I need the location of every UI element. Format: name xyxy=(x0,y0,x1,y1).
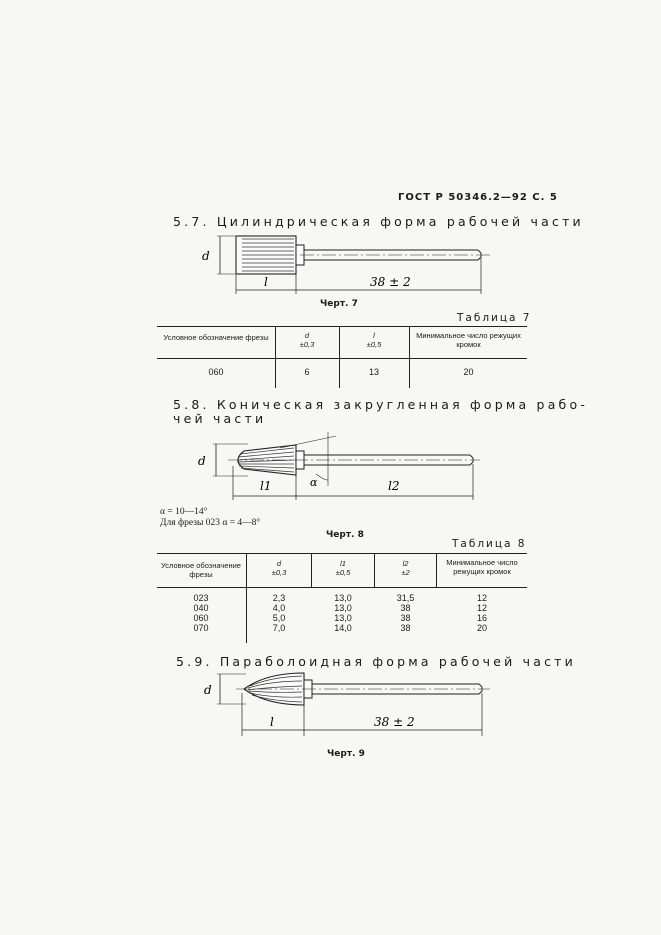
drawing-cylindrical-cutter xyxy=(190,228,500,298)
table-7-cell: 13 xyxy=(368,367,379,377)
table-8-column-codes: 023 040 060 070 xyxy=(193,593,209,634)
note-alpha: α = 10—14° xyxy=(160,507,208,517)
label-alpha: α xyxy=(310,476,318,489)
section-5-8-title-line1: 5.8. Коническая закругленная форма рабо- xyxy=(173,397,589,412)
table-8-header-code: Условное обозначение фрезы xyxy=(161,561,241,579)
table-8-header-d: d ±0,3 xyxy=(271,559,287,577)
table-8-column-l2: 31,5 38 38 38 xyxy=(396,593,415,634)
table-7-title: Таблица 7 xyxy=(457,312,532,324)
figure-8-caption: Черт. 8 xyxy=(326,530,364,540)
table-8-header-l1: l1 ±0,5 xyxy=(335,559,351,577)
table-7-cell: 060 xyxy=(208,367,224,377)
label-total: 38 ± 2 xyxy=(374,715,415,729)
page-header: ГОСТ Р 50346.2—92 С. 5 xyxy=(398,192,558,203)
section-5-9-title: 5.9. Параболоидная форма рабочей части xyxy=(176,654,576,669)
label-d: d xyxy=(198,454,206,468)
table-8-column-edges: 12 12 16 20 xyxy=(476,593,487,634)
label-l: l xyxy=(264,275,268,289)
table-7-cell: 20 xyxy=(463,367,474,377)
drawing-conical-cutter xyxy=(188,424,488,506)
table-8-column-l1: 13,0 13,0 13,0 14,0 xyxy=(334,593,352,634)
label-d: d xyxy=(202,249,210,263)
section-5-7-title: 5.7. Цилиндрическая форма рабочей части xyxy=(173,214,584,229)
table-7-header-d: d ±0,3 xyxy=(299,331,315,349)
label-l2: l2 xyxy=(388,479,400,493)
table-7-header-l: l ±0,5 xyxy=(366,331,382,349)
table-7-header-edges: Минимальное число режущих кромок xyxy=(416,331,521,349)
table-7-cell: 6 xyxy=(304,367,310,377)
figure-7-caption: Черт. 7 xyxy=(320,299,358,309)
table-8-column-d: 2,3 4,0 5,0 7,0 xyxy=(272,593,286,634)
figure-9-caption: Черт. 9 xyxy=(327,749,365,759)
label-l1: l1 xyxy=(260,479,272,493)
table-8-header-l2: l2 ±2 xyxy=(401,559,410,577)
section-5-8-title-line2: чей части xyxy=(173,411,267,426)
label-d: d xyxy=(204,683,212,697)
table-7-header-code: Условное обозначение фрезы xyxy=(163,333,269,342)
table-8-title: Таблица 8 xyxy=(452,538,527,550)
note-alpha-023: Для фрезы 023 α = 4—8° xyxy=(160,518,261,528)
label-l: l xyxy=(270,715,274,729)
label-total: 38 ± 2 xyxy=(370,275,411,289)
table-8-header-edges: Минимальное число режущих кромок xyxy=(446,558,518,576)
drawing-paraboloid-cutter xyxy=(196,668,496,738)
